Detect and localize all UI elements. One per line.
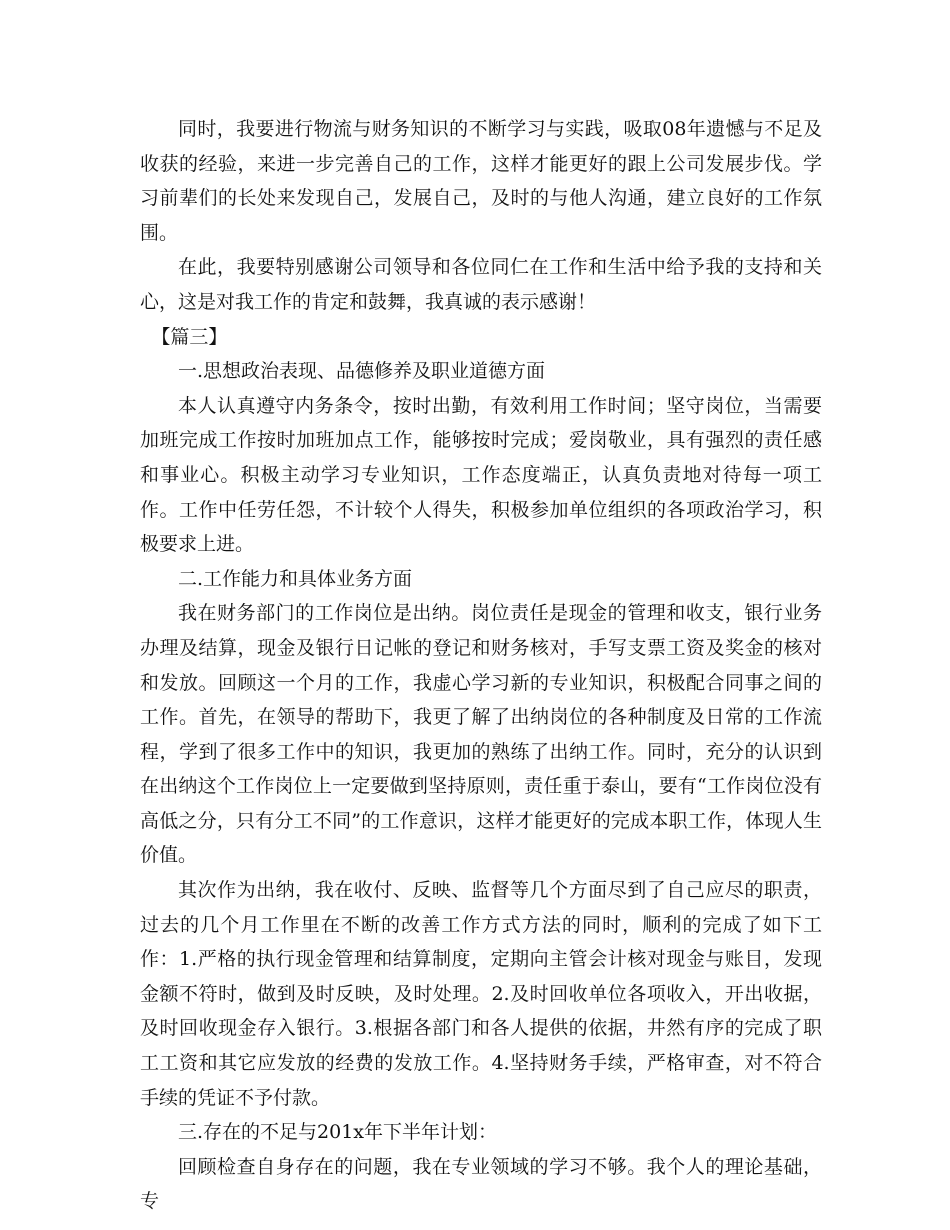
subheading-one: 一.思想政治表现、品德修养及职业道德方面 [178,360,546,383]
paragraph-duties: 其次作为出纳，我在收付、反映、监督等几个方面尽到了自己应尽的职责，过去的几个月工作里在不断的改善工作方式方法的同时，顺利的完成了如下工作：1.严格的执行现金管理和结算制度，定期向主管会计核对现金与账目，发现金额不符时，做到及时反映，及时处理。2.及时回收单位各项收入，开出收据，及时回收现金存入银行。3.根据各部门和各人提供的依据，井然有序的完成了职工工资和其它应发放的经费的发放工作。4.坚持财务手续，严格审查，对不符合手续的凭证不予付款。 [140,879,822,1109]
subheading-two: 二.工作能力和具体业务方面 [178,567,413,590]
document-body [140,112,822,1219]
paragraph-thanks: 在此，我要特别感谢公司领导和各位同仁在工作和生活中给予我的支持和关心，这是对我工作的肯定和鼓舞，我真诚的表示感谢！ [140,256,822,313]
paragraph-shortcomings: 回顾检查自身存在的问题，我在专业领域的学习不够。我个人的理论基础，专 [140,1155,822,1213]
paragraph-conduct: 本人认真遵守内务条令，按时出勤，有效利用工作时间；坚守岗位，当需要加班完成工作按时加班加点工作，能够按时完成；爱岗敬业，具有强烈的责任感和事业心。积极主动学习专业知识，工作态度端正，认真负责地对待每一项工作。工作中任劳任怨，不计较个人得失，积极参加单位组织的各项政治学习，积极要求上进。 [140,394,822,556]
paragraph-cashier-role: 我在财务部门的工作岗位是出纳。岗位责任是现金的管理和收支，银行业务办理及结算，现金及银行日记帐的登记和财务核对，手写支票工资及奖金的核对和发放。回顾这一个月的工作，我虚心学习新的专业知识，积极配合同事之间的工作。首先，在领导的帮助下，我更了解了出纳岗位的各种制度及日常的工作流程，学到了很多工作中的知识，我更加的熟练了出纳工作。同时，充分的认识到在出纳这个工作岗位上一定要做到坚持原则，责任重于泰山，要有“工作岗位没有高低之分，只有分工不同”的工作意识，这样才能更好的完成本职工作，体现人生价值。 [140,602,822,867]
subheading-three: 三.存在的不足与201x年下半年计划： [178,1121,498,1144]
paragraph-learning: 同时，我要进行物流与财务知识的不断学习与实践，吸取08年遗憾与不足及收获的经验，来进一步完善自己的工作，这样才能更好的跟上公司发展步伐。学习前辈们的长处来发现自己，发展自己，及时的与他人沟通，建立良好的工作氛围。 [140,118,822,244]
section-title-part-three: 【篇三】 [151,325,228,348]
